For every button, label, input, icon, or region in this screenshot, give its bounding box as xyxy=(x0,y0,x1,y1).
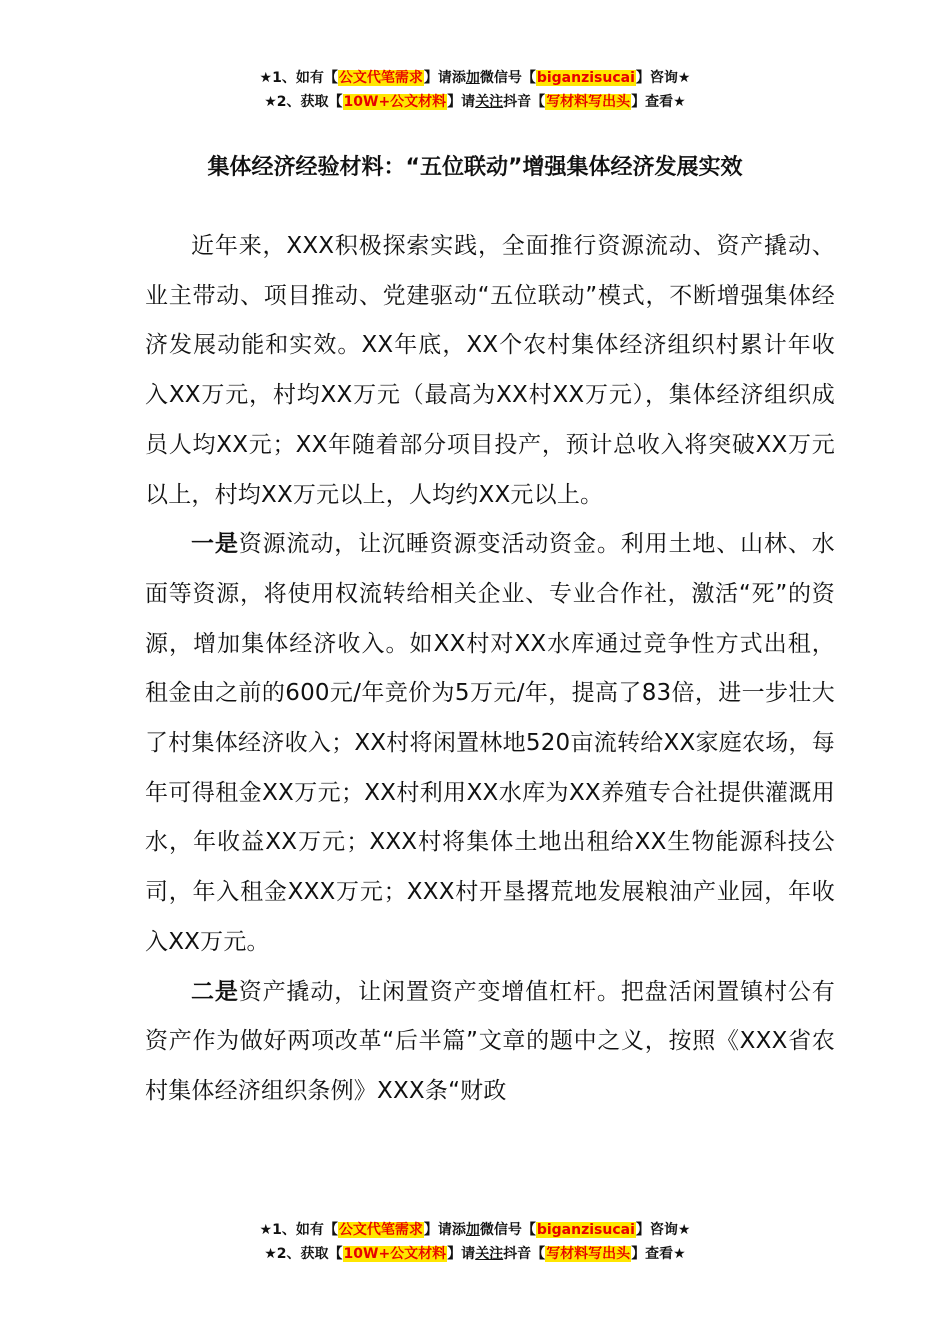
promo-text: 】咨询★ xyxy=(635,70,691,86)
promo-text: 微信号【 xyxy=(479,70,536,86)
paragraph xyxy=(145,968,835,1117)
promo-line-1 xyxy=(0,1218,950,1242)
promo-text: 抖音【 xyxy=(503,94,546,110)
promo-text: 】咨询★ xyxy=(635,1222,691,1238)
top-promo-banner xyxy=(0,66,950,114)
promo-underlined: 关注 xyxy=(475,94,504,110)
promo-highlight: 写材料写出头 xyxy=(546,94,631,110)
promo-text: 微信号【 xyxy=(479,1222,536,1238)
paragraph xyxy=(145,520,835,967)
document-body xyxy=(145,222,835,1117)
promo-underlined: 加 xyxy=(465,1222,480,1238)
promo-line-2 xyxy=(0,90,950,114)
promo-text: ★2、获取【 xyxy=(264,1246,343,1262)
paragraph-text: 资源流动，让沉睡资源变活动资金。利用土地、山林、水面等资源，将使用权流转给相关企业、专业合作社，激活“死”的资源，增加集体经济收入。如XX村对XX水库通过竞争性方式出租，租金由之前的600元/年竞价为5万元/年，提高了83倍，进一步壮大了村集体经济收入；XX村将闲置林地520亩流转给XX家庭农场，每年可得租金XX万元；XX村利用XX水库为XX养殖专合社提供灌溉用水，年收益XX万元；XXX村将集体土地出租给XX生物能源科技公司，年入租金XXX万元；XXX村开垦撂荒地发展粮油产业园，年收入XX万元。 xyxy=(145,531,836,955)
promo-highlight: 公文代笔需求 xyxy=(338,70,423,86)
promo-text: 】请 xyxy=(447,94,476,110)
promo-text: 】请添 xyxy=(423,1222,466,1238)
paragraph-text: 近年来，XXX积极探索实践，全面推行资源流动、资产撬动、业主带动、项目推动、党建驱动“五位联动”模式，不断增强集体经济发展动能和实效。XX年底，XX个农村集体经济组织村累计年收入XX万元，村均XX万元（最高为XX村XX万元），集体经济组织成员人均XX元；XX年随着部分项目投产，预计总收入将突破XX万元以上，村均XX万元以上，人均约XX元以上。 xyxy=(145,233,835,508)
paragraph-lead: 一是 xyxy=(191,531,239,558)
promo-highlight: biganzisucai xyxy=(536,1222,635,1238)
promo-highlight: 10W+公文材料 xyxy=(343,1246,447,1262)
promo-text: 】查看★ xyxy=(631,1246,686,1262)
promo-highlight: 写材料写出头 xyxy=(546,1246,631,1262)
promo-highlight: 10W+公文材料 xyxy=(343,94,447,110)
promo-text: ★1、如有【 xyxy=(259,70,338,86)
promo-line-1 xyxy=(0,66,950,90)
document-title: 集体经济经验材料：“五位联动”增强集体经济发展实效 xyxy=(207,155,743,180)
promo-highlight: biganzisucai xyxy=(536,70,635,86)
bottom-promo-banner xyxy=(0,1218,950,1266)
promo-text: 】查看★ xyxy=(631,94,686,110)
promo-highlight: 公文代笔需求 xyxy=(338,1222,423,1238)
paragraph xyxy=(145,222,835,520)
promo-line-2 xyxy=(0,1242,950,1266)
promo-text: ★2、获取【 xyxy=(264,94,343,110)
paragraph-text: 资产撬动，让闲置资产变增值杠杆。把盘活闲置镇村公有资产作为做好两项改革“后半篇”文章的题中之义，按照《XXX省农村集体经济组织条例》XXX条“财政 xyxy=(145,978,836,1104)
promo-text: 抖音【 xyxy=(503,1246,546,1262)
promo-underlined: 加 xyxy=(465,70,480,86)
paragraph-lead: 二是 xyxy=(191,978,239,1005)
promo-text: ★1、如有【 xyxy=(259,1222,338,1238)
promo-underlined: 关注 xyxy=(475,1246,504,1262)
promo-text: 】请添 xyxy=(423,70,466,86)
promo-text: 】请 xyxy=(447,1246,476,1262)
